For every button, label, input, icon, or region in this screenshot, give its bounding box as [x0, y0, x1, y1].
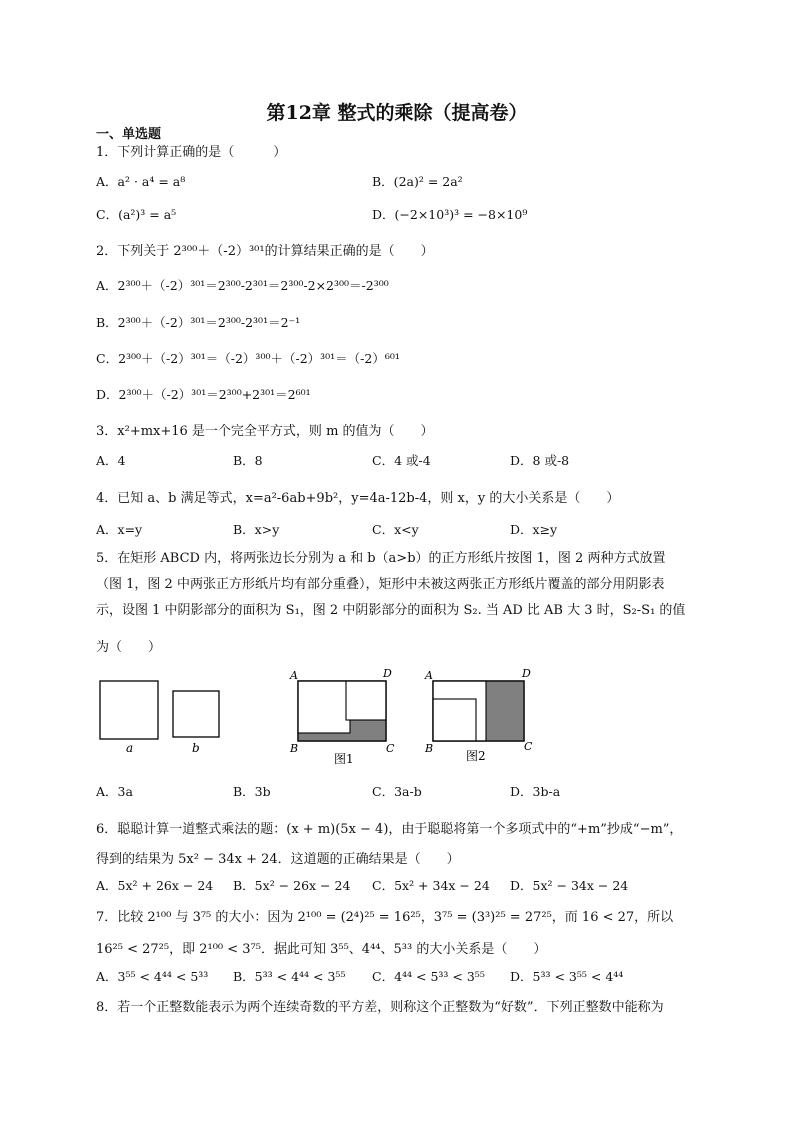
- section-heading: 一、单选题: [96, 127, 162, 142]
- question-4-stem: 4．已知 a、b 满足等式，x=a²-6ab+9b²，y=4a-12b-4，则 x，y 的大小关系是（ ）: [96, 491, 620, 506]
- figure-1-square-b: [346, 681, 386, 720]
- question-7-option-a: A．3⁵⁵ < 4⁴⁴ < 5³³: [96, 969, 209, 984]
- square-a: [100, 681, 158, 739]
- question-8-line-1: 8．若一个正整数能表示为两个连续奇数的平方差，则称这个正整数为“好数”．下列正整数中能称为: [96, 1000, 664, 1015]
- question-6-option-a: A．5x² + 26x − 24: [96, 878, 214, 893]
- question-2-option-b: B．2³⁰⁰＋（-2）³⁰¹＝2³⁰⁰-2³⁰¹＝2⁻¹: [96, 315, 301, 330]
- figure-1-label-b: B: [290, 742, 299, 755]
- question-1-option-d: D．(−2×10³)³ = −8×10⁹: [372, 207, 528, 222]
- figure-2: [424, 667, 533, 763]
- question-5-line-1: 5．在矩形 ABCD 内，将两张边长分别为 a 和 b（a>b）的正方形纸片按图 1，图 2 两种方式放置: [96, 551, 666, 566]
- question-5-option-c: C．3a-b: [372, 784, 422, 799]
- figure-2-square-b: [433, 699, 476, 741]
- question-1-option-b: B．(2a)² = 2a²: [372, 174, 463, 189]
- question-6-line-1: 6．聪聪计算一道整式乘法的题：(x + m)(5x − 4)，由于聪聪将第一个多项式中的“+m”抄成“−m”，: [96, 822, 683, 837]
- question-2-option-a: A．2³⁰⁰＋（-2）³⁰¹＝2³⁰⁰-2³⁰¹＝2³⁰⁰-2×2³⁰⁰＝-2³⁰⁰: [96, 278, 389, 293]
- question-2-stem: 2．下列关于 2³⁰⁰＋（-2）³⁰¹的计算结果正确的是（ ）: [96, 244, 434, 259]
- question-3-stem: 3．x²+mx+16 是一个完全平方式，则 m 的值为（ ）: [96, 424, 434, 439]
- question-4-option-d: D．x≥y: [510, 522, 558, 537]
- figure-2-label-b: B: [425, 742, 434, 755]
- page-title: 第12章 整式的乘除（提高卷）: [266, 102, 528, 124]
- question-7-line-1: 7．比较 2¹⁰⁰ 与 3⁷⁵ 的大小：因为 2¹⁰⁰ = (2⁴)²⁵ = 16²⁵，3⁷⁵ = (3³)²⁵ = 27²⁵，而 16 < 27，所以: [96, 910, 674, 925]
- figure-2-label-c: C: [524, 740, 533, 753]
- figure-2-label-a: A: [425, 669, 433, 682]
- question-5-figures: [90, 664, 560, 774]
- question-7-option-c: C．4⁴⁴ < 5³³ < 3⁵⁵: [372, 969, 485, 984]
- question-3-option-b: B．8: [233, 453, 263, 468]
- figure-1-square-a: [298, 681, 350, 733]
- square-b-label: b: [192, 741, 200, 755]
- question-2-option-d: D．2³⁰⁰＋（-2）³⁰¹＝2³⁰⁰+2³⁰¹＝2⁶⁰¹: [96, 387, 311, 402]
- question-1-stem: 1．下列计算正确的是（ ）: [96, 145, 287, 160]
- figure-1: [289, 667, 395, 766]
- question-6-option-b: B．5x² − 26x − 24: [233, 878, 351, 893]
- question-6-option-d: D．5x² − 34x − 24: [510, 878, 629, 893]
- question-4-option-a: A．x=y: [96, 522, 143, 537]
- question-5-line-3: 示，设图 1 中阴影部分的面积为 S₁，图 2 中阴影部分的面积为 S₂. 当 AD 比 AB 大 3 时，S₂-S₁ 的值: [96, 603, 686, 618]
- question-7-option-b: B．5³³ < 4⁴⁴ < 3⁵⁵: [233, 969, 346, 984]
- question-1-option-a: A．a² · a⁴ = a⁸: [96, 174, 186, 189]
- question-3-option-d: D．8 或-8: [510, 453, 570, 468]
- question-6-line-2: 得到的结果为 5x² − 34x + 24．这道题的正确结果是（ ）: [96, 852, 460, 867]
- question-3-option-c: C．4 或-4: [372, 453, 431, 468]
- question-5-line-4: 为（ ）: [96, 640, 162, 655]
- question-4-option-b: B．x>y: [233, 522, 280, 537]
- question-6-option-c: C．5x² + 34x − 24: [372, 878, 490, 893]
- question-7-option-d: D．5³³ < 3⁵⁵ < 4⁴⁴: [510, 969, 624, 984]
- figure-1-label-a: A: [290, 669, 298, 682]
- question-3-option-a: A．4: [96, 453, 126, 468]
- figure-1-label-d: D: [383, 667, 392, 680]
- figure-2-shaded-region: [486, 681, 524, 741]
- square-a-label: a: [126, 741, 134, 755]
- figure-1-label-c: C: [386, 742, 395, 755]
- question-1-option-c: C．(a²)³ = a⁵: [96, 207, 177, 222]
- question-5-line-2: （图 1，图 2 中两张正方形纸片均有部分重叠），矩形中未被这两张正方形纸片覆盖的部分用阴影表: [96, 577, 665, 592]
- figure-2-caption: 图2: [466, 749, 486, 763]
- question-5-option-d: D．3b-a: [510, 784, 561, 799]
- question-4-option-c: C．x<y: [372, 522, 419, 537]
- question-5-option-a: A．3a: [96, 784, 133, 799]
- question-5-option-b: B．3b: [233, 784, 271, 799]
- figure-2-label-d: D: [522, 667, 531, 680]
- figure-1-caption: 图1: [334, 752, 354, 766]
- question-2-option-c: C．2³⁰⁰＋（-2）³⁰¹＝（-2）³⁰⁰＋（-2）³⁰¹＝（-2）⁶⁰¹: [96, 351, 400, 366]
- question-7-line-2: 16²⁵ < 27²⁵，即 2¹⁰⁰ < 3⁷⁵．据此可知 3⁵⁵、4⁴⁴、5³³ 的大小关系是（ ）: [96, 942, 547, 957]
- square-b: [173, 691, 219, 737]
